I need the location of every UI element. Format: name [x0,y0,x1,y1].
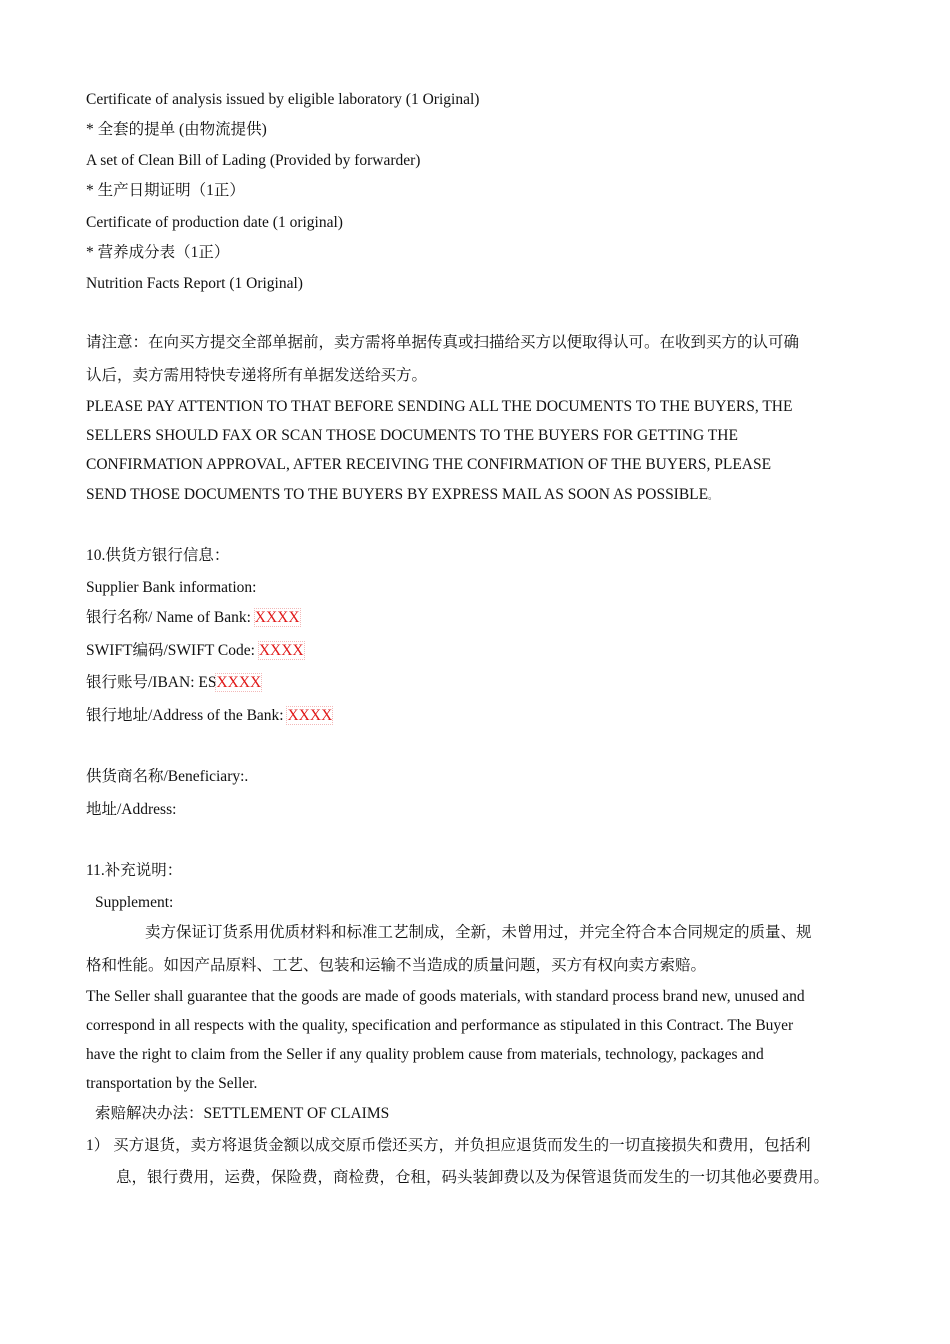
claim-1-line-1: 1） 买方退货，卖方将退货金额以成交原币偿还买方，并负担应退货而发生的一切直接损失和费用，包括利 [86,1137,811,1154]
bank-address-value: XXXX [287,707,333,724]
notice-en-line-4 [86,485,717,506]
doc-item-bl-cn: * 全套的提单 (由物流提供) [86,121,267,138]
bank-iban-value: XXXX [216,674,262,691]
doc-item-prod-cn: * 生产日期证明（1正） [86,182,245,199]
doc-item-prod-en: Certificate of production date (1 original) [86,214,343,231]
bank-name-label: 银行名称/ Name of Bank: [86,609,255,626]
bank-name-value: XXXX [254,609,300,626]
bank-heading: 10.供货方银行信息： [86,547,230,564]
doc-item-nutri-cn: * 营养成分表（1正） [86,244,230,261]
bank-iban-label: 银行账号/IBAN: ES [86,674,217,691]
bank-heading-en: Supplier Bank information: [86,579,257,596]
notice-en-line-4-text: SEND THOSE DOCUMENTS TO THE BUYERS BY EXPRESS MAIL AS SOON AS POSSIBLE [86,486,709,503]
bank-iban-row [86,673,261,693]
bank-address-row [86,706,332,726]
supplement-cn-line-1: 卖方保证订货系用优质材料和标准工艺制成，全新，未曾用过，并完全符合本合同规定的质量、规 [145,924,812,941]
supplement-en-line-3: have the right to claim from the Seller if any quality problem cause from materials, technology, packages and [86,1046,764,1063]
supplement-heading-en: Supplement: [95,894,174,911]
notice-cn-line-1: 请注意：在向买方提交全部单据前，卖方需将单据传真或扫描给买方以便取得认可。在收到买方的认可确 [86,334,800,351]
supplement-cn-line-2: 格和性能。如因产品原料、工艺、包装和运输不当造成的质量问题，买方有权向卖方索赔。 [86,957,707,974]
supplement-heading: 11.补充说明： [86,862,183,879]
doc-item-coa-en: Certificate of analysis issued by eligible laboratory (1 Original) [86,91,480,108]
bank-name-row [86,608,300,628]
notice-en-line-3: CONFIRMATION APPROVAL, AFTER RECEIVING THE CONFIRMATION OF THE BUYERS, PLEASE [86,456,772,473]
bank-address-label: 银行地址/Address of the Bank: [86,707,288,724]
notice-en-line-1: PLEASE PAY ATTENTION TO THAT BEFORE SENDING ALL THE DOCUMENTS TO THE BUYERS, THE [86,398,793,415]
bank-swift-row [86,641,304,661]
supplement-en-line-2: correspond in all respects with the quality, specification and performance as stipulated in this Contract. The Buyer [86,1017,794,1034]
supplement-en-line-4: transportation by the Seller. [86,1075,258,1092]
bank-swift-label: SWIFT编码/SWIFT Code: [86,642,259,659]
notice-en-line-4-end: 。 [708,491,718,501]
notice-en-line-2: SELLERS SHOULD FAX OR SCAN THOSE DOCUMENTS TO THE BUYERS FOR GETTING THE [86,427,738,444]
bank-swift-value: XXXX [258,642,304,659]
claims-heading: 索赔解决办法：SETTLEMENT OF CLAIMS [95,1105,390,1122]
doc-item-nutri-en: Nutrition Facts Report (1 Original) [86,275,303,292]
beneficiary-address-line: 地址/Address: [86,801,177,818]
doc-item-bl-en: A set of Clean Bill of Lading (Provided by forwarder) [86,152,421,169]
beneficiary-line: 供货商名称/Beneficiary:. [86,768,249,785]
claim-1-line-2: 息，银行费用，运费，保险费，商检费，仓租，码头装卸费以及为保管退货而发生的一切其他必要费用。 [116,1169,830,1186]
notice-cn-line-2: 认后，卖方需用特快专递将所有单据发送给买方。 [86,367,428,384]
supplement-en-line-1: The Seller shall guarantee that the goods are made of goods materials, with standard process brand new, unused and [86,988,805,1005]
